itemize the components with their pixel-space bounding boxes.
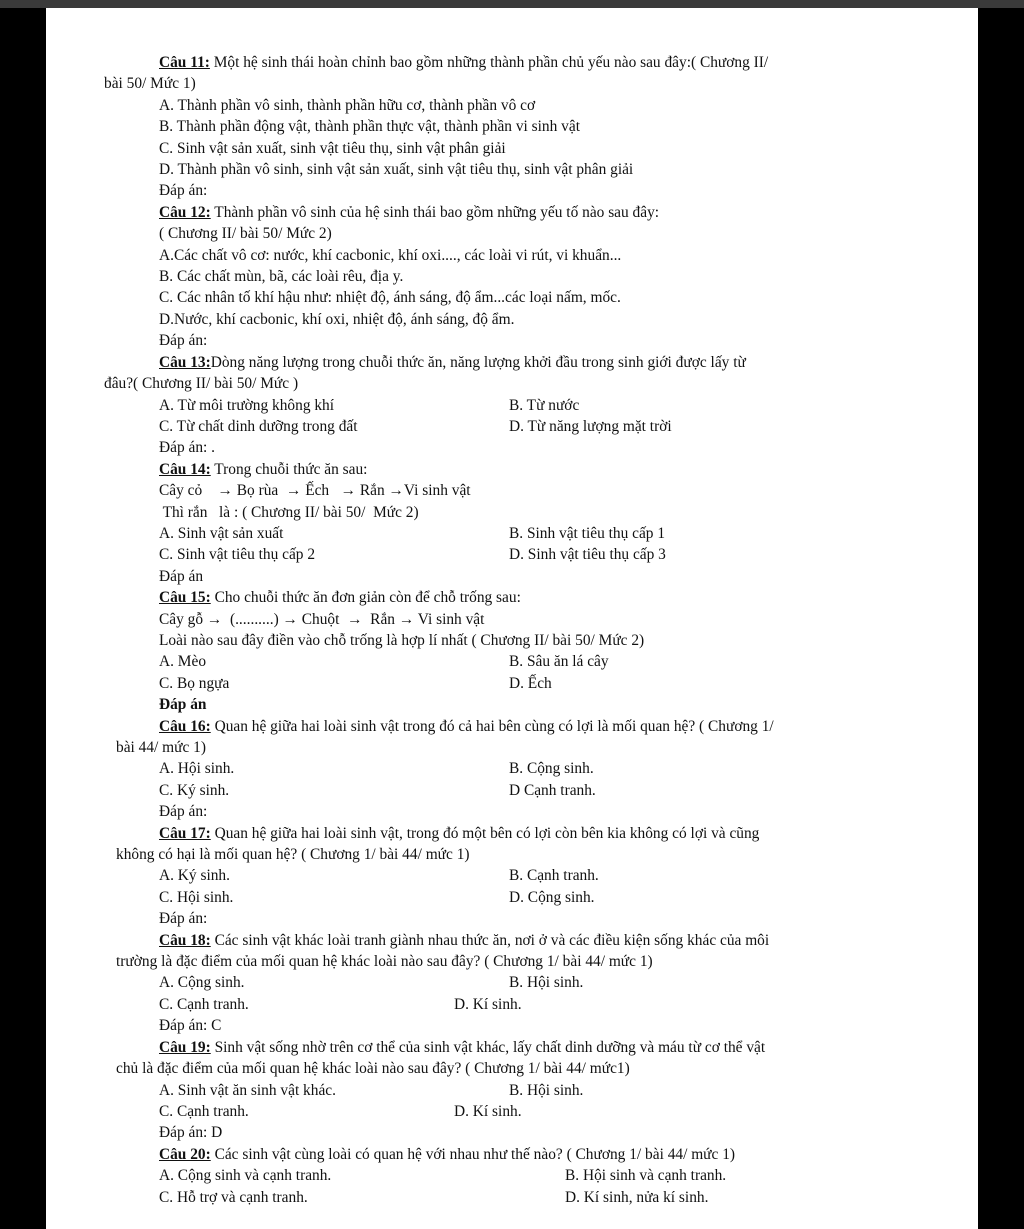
question-14-answer: Đáp án: [159, 567, 204, 585]
question-20-options-row-1: [104, 1165, 924, 1186]
question-15-option-b: B. Sâu ăn lá cây: [509, 653, 609, 671]
question-20-option-c: C. Hỗ trợ và cạnh tranh.: [159, 1188, 308, 1206]
question-16-label: Câu 16:: [159, 717, 211, 735]
question-20-label: Câu 20:: [159, 1145, 211, 1163]
question-13-option-d: D. Từ năng lượng mặt trời: [509, 417, 672, 435]
question-15-stem-cont: Loài nào sau đây điền vào chỗ trống là hợp lí nhất ( Chương II/ bài 50/ Mức 2): [159, 631, 645, 649]
question-14-option-d: D. Sinh vật tiêu thụ cấp 3: [509, 546, 666, 564]
question-13-label: Câu 13:: [159, 353, 211, 371]
question-11-stem: [104, 52, 924, 73]
question-17-option-d: D. Cộng sinh.: [509, 888, 595, 906]
question-15-option-c: C. Bọ ngựa: [159, 674, 230, 692]
question-19-option-d: D. Kí sinh.: [454, 1102, 522, 1120]
question-13-stem-cont: đâu?( Chương II/ bài 50/ Mức ): [104, 375, 299, 393]
question-18-option-d: D. Kí sinh.: [454, 995, 522, 1013]
question-18-stem-cont: trường là đặc điểm của mối quan hệ khác loài nào sau đây? ( Chương 1/ bài 44/ mức 1): [116, 953, 653, 971]
question-19-stem-cont: chủ là đặc điểm của mối quan hệ khác loài nào sau đây? ( Chương 1/ bài 44/ mức1): [116, 1060, 630, 1078]
question-12-option-c: C. Các nhân tố khí hậu như: nhiệt độ, ánh sáng, độ ẩm...các loại nấm, mốc.: [159, 289, 621, 307]
question-17-options-row-1: [104, 865, 924, 886]
question-13-options-row-2: [104, 416, 924, 437]
question-17-label: Câu 17:: [159, 824, 211, 842]
question-16-option-d: D Cạnh tranh.: [509, 781, 596, 799]
question-14-stem: [104, 459, 924, 480]
question-18-answer: Đáp án: C: [159, 1017, 222, 1035]
question-17-options-row-2: [104, 887, 924, 908]
question-20-options-row-2: [104, 1187, 924, 1208]
question-16-stem: [104, 716, 924, 737]
question-11-text: Một hệ sinh thái hoàn chỉnh bao gồm những thành phần chủ yếu nào sau đây:( Chương II/: [209, 54, 769, 71]
question-13-text: Dòng năng lượng trong chuỗi thức ăn, năng lượng khởi đầu trong sinh giới được lấy từ: [210, 353, 746, 371]
question-16-option-a: A. Hội sinh.: [159, 760, 235, 778]
question-18-text: Các sinh vật khác loài tranh giành nhau thức ăn, nơi ở và các điều kiện sống khác của môi: [210, 931, 770, 949]
question-19-option-b: B. Hội sinh.: [509, 1081, 584, 1099]
document-page: [46, 8, 978, 1229]
question-13-option-c: C. Từ chất dinh dưỡng trong đất: [159, 417, 358, 435]
question-19-option-c: C. Cạnh tranh.: [159, 1102, 249, 1120]
question-17-option-a: A. Ký sinh.: [159, 867, 230, 885]
question-13-option-a: A. Từ môi trường không khí: [159, 396, 335, 414]
question-14-options-row-2: [104, 544, 924, 565]
question-15-options-row-1: [104, 651, 924, 672]
question-18-option-b: B. Hội sinh.: [509, 974, 584, 992]
question-16-option-b: B. Cộng sinh.: [509, 760, 594, 778]
question-17-option-b: B. Cạnh tranh.: [509, 867, 599, 885]
question-18-options-row-1: [104, 972, 924, 993]
question-16-options-row-2: [104, 780, 924, 801]
question-16-stem-cont: bài 44/ mức 1): [116, 739, 206, 756]
question-17-option-c: C. Hội sinh.: [159, 888, 234, 906]
question-20-option-a: A. Cộng sinh và cạnh tranh.: [159, 1167, 332, 1185]
question-12-option-d: D.Nước, khí cacbonic, khí oxi, nhiệt độ, ánh sáng, độ ẩm.: [159, 310, 515, 328]
question-13-options-row-1: [104, 395, 924, 416]
question-14-option-b: B. Sinh vật tiêu thụ cấp 1: [509, 524, 666, 542]
viewer-top-bar: [0, 0, 1024, 8]
question-18-stem: [104, 930, 924, 951]
question-11-option-a: A. Thành phần vô sinh, thành phần hữu cơ, thành phần vô cơ: [159, 96, 536, 114]
question-15-option-a: A. Mèo: [159, 653, 207, 671]
question-12-option-a: A.Các chất vô cơ: nước, khí cacbonic, khí oxi...., các loài vi rút, vi khuẩn...: [159, 246, 622, 264]
question-14-label: Câu 14:: [159, 460, 211, 478]
question-12-stem: [104, 202, 924, 223]
question-16-text: Quan hệ giữa hai loài sinh vật trong đó cả hai bên cùng có lợi là mối quan hệ? ( Chương 1/: [210, 717, 774, 735]
question-12-label: Câu 12:: [159, 203, 211, 221]
question-15-answer: Đáp án: [159, 696, 207, 714]
document-content: [104, 52, 924, 1208]
question-19-options-row-1: [104, 1080, 924, 1101]
question-11-option-b: B. Thành phần động vật, thành phần thực vật, thành phần vi sinh vật: [159, 118, 580, 136]
question-17-stem-cont: không có hại là mối quan hệ? ( Chương 1/ bài 44/ mức 1): [116, 846, 470, 864]
question-18-option-c: C. Cạnh tranh.: [159, 995, 249, 1013]
question-16-option-c: C. Ký sinh.: [159, 781, 230, 799]
question-19-option-a: A. Sinh vật ăn sinh vật khác.: [159, 1081, 336, 1099]
question-19-answer: Đáp án: D: [159, 1124, 223, 1142]
question-19-label: Câu 19:: [159, 1038, 211, 1056]
question-13-answer: Đáp án: .: [159, 439, 215, 457]
question-20-option-b: B. Hội sinh và cạnh tranh.: [565, 1167, 727, 1185]
question-15-options-row-2: [104, 673, 924, 694]
question-14-option-a: A. Sinh vật sản xuất: [159, 524, 284, 542]
question-20-text: Các sinh vật cùng loài có quan hệ với nhau như thế nào? ( Chương 1/ bài 44/ mức 1): [210, 1145, 736, 1163]
question-18-option-a: A. Cộng sinh.: [159, 974, 245, 992]
question-19-options-row-2: [104, 1101, 924, 1122]
question-20-stem: [104, 1144, 924, 1165]
question-16-answer: Đáp án:: [159, 803, 208, 821]
question-15-food-chain: Cây gỗ → (..........) → Chuột → Rắn → Vi sinh vật: [159, 610, 485, 628]
question-19-text: Sinh vật sống nhờ trên cơ thể của sinh vật khác, lấy chất dinh dưỡng và máu từ cơ thể vật: [210, 1038, 766, 1056]
question-18-options-row-2: [104, 994, 924, 1015]
question-15-stem: [104, 587, 924, 608]
question-16-options-row-1: [104, 758, 924, 779]
question-15-option-d: D. Ếch: [509, 674, 552, 692]
question-14-options-row-1: [104, 523, 924, 544]
question-12-text: Thành phần vô sinh của hệ sinh thái bao gồm những yếu tố nào sau đây:: [210, 203, 660, 221]
question-11-stem-cont: bài 50/ Mức 1): [104, 75, 196, 93]
question-12-answer: Đáp án:: [159, 332, 208, 350]
question-11-option-c: C. Sinh vật sản xuất, sinh vật tiêu thụ, sinh vật phân giải: [159, 139, 506, 157]
question-11-label: Câu 11:: [159, 54, 210, 71]
question-14-text: Trong chuỗi thức ăn sau:: [210, 460, 368, 478]
question-11-option-d: D. Thành phần vô sinh, sinh vật sản xuất, sinh vật tiêu thụ, sinh vật phân giải: [159, 161, 634, 179]
question-13-stem: [104, 352, 924, 373]
question-12-option-b: B. Các chất mùn, bã, các loài rêu, địa y.: [159, 268, 404, 286]
question-12-stem-cont: ( Chương II/ bài 50/ Mức 2): [159, 225, 332, 243]
question-13-option-b: B. Từ nước: [509, 396, 580, 414]
question-15-text: Cho chuỗi thức ăn đơn giản còn để chỗ trống sau:: [210, 589, 521, 607]
question-18-label: Câu 18:: [159, 931, 211, 949]
question-11-answer: Đáp án:: [159, 182, 208, 200]
question-17-stem: [104, 823, 924, 844]
question-15-label: Câu 15:: [159, 589, 211, 607]
question-20-option-d: D. Kí sinh, nửa kí sinh.: [565, 1188, 709, 1206]
question-19-stem: [104, 1037, 924, 1058]
question-17-text: Quan hệ giữa hai loài sinh vật, trong đó một bên có lợi còn bên kia không có lợi và cũng: [210, 824, 760, 842]
question-17-answer: Đáp án:: [159, 910, 208, 928]
question-14-stem-cont: Thì rắn là : ( Chương II/ bài 50/ Mức 2): [159, 503, 419, 521]
question-14-option-c: C. Sinh vật tiêu thụ cấp 2: [159, 546, 316, 564]
question-14-food-chain: Cây cỏ → Bọ rùa → Ếch → Rắn →Vi sinh vật: [159, 482, 471, 500]
